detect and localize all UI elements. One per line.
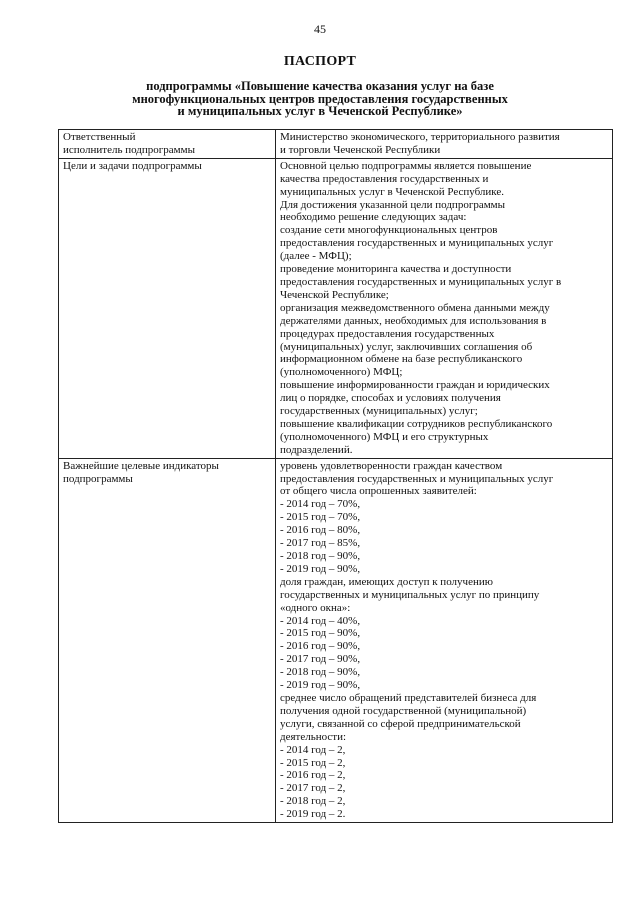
row-value-line: от общего числа опрошенных заявителей:	[280, 485, 477, 498]
row-value-line: деятельности:	[280, 730, 347, 743]
row-value-line: «одного окна»:	[280, 601, 351, 614]
row-value-line: - 2015 год – 2,	[280, 756, 346, 769]
row-value-line: услуги, связанной со сферой предпринимательской	[280, 717, 521, 730]
row-value-line: - 2014 год – 70%,	[280, 498, 361, 511]
row-value-line: организация межведомственного обмена данными между	[280, 301, 550, 314]
row-value-line: - 2014 год – 40%,	[280, 614, 361, 627]
row-value-line: держателями данных, необходимых для использования в	[280, 314, 547, 327]
row-label-line: подпрограммы	[63, 472, 133, 485]
page-number: 45	[314, 22, 326, 36]
row-value-line: - 2018 год – 90%,	[280, 550, 361, 562]
row-value-line: - 2016 год – 2,	[280, 769, 346, 782]
passport-table-body	[59, 130, 613, 823]
subtitle-line: подпрограммы «Повышение качества оказания услуг на базе	[146, 79, 494, 93]
row-value-line: - 2017 год – 85%,	[280, 537, 361, 550]
row-value-line: качества предоставления государственных и	[280, 172, 489, 185]
row-value-line: доля граждан, имеющих доступ к получению	[280, 575, 493, 588]
row-value-cell	[276, 158, 613, 458]
row-value-line: предоставления государственных и муниципальных услуг	[280, 237, 554, 250]
table-row	[59, 130, 613, 159]
row-value-line: Чеченской Республике;	[280, 288, 389, 301]
table-row	[59, 458, 613, 822]
passport-table	[58, 129, 613, 823]
row-value-line: (далее - МФЦ);	[280, 250, 352, 263]
row-value-line: и торговли Чеченской Республики	[280, 143, 441, 156]
row-value-line: предоставления государственных и муниципальных услуг	[280, 472, 554, 485]
row-value-line: повышение информированности граждан и юридических	[280, 379, 550, 392]
row-value-line: информационном обмене на базе республиканского	[280, 353, 523, 366]
row-label-cell	[59, 130, 276, 159]
row-label-cell	[59, 458, 276, 822]
table-row	[59, 158, 613, 458]
row-value-line: - 2016 год – 90%,	[280, 640, 361, 653]
row-value-line: - 2018 год – 90%,	[280, 666, 361, 679]
row-label-line: Важнейшие целевые индикаторы	[63, 459, 219, 472]
row-value-line: Министерство экономического, территориального развития	[280, 131, 560, 143]
row-value-line: государственных и муниципальных услуг по принципу	[280, 588, 540, 601]
subtitle-line: и муниципальных услуг в Чеченской Республике»	[177, 104, 463, 118]
row-value-line: - 2016 год – 80%,	[280, 524, 361, 537]
row-value-line: Для достижения указанной цели подпрограммы	[280, 198, 506, 211]
row-value-line: среднее число обращений представителей бизнеса для	[280, 691, 537, 704]
document-title: ПАСПОРТ	[283, 54, 357, 69]
row-value-line: Основной целью подпрограммы является повышение	[280, 159, 532, 172]
row-value-line: - 2015 год – 90%,	[280, 627, 361, 640]
row-value-line: - 2019 год – 90%,	[280, 679, 361, 692]
subtitle-line: многофункциональных центров предоставления государственных	[132, 91, 508, 106]
row-label-cell	[59, 158, 276, 458]
row-value-line: - 2017 год – 2,	[280, 782, 346, 795]
row-label-line: Цели и задачи подпрограммы	[63, 159, 202, 172]
row-value-line: (уполномоченного) МФЦ и его структурных	[280, 430, 489, 443]
row-label-line: исполнитель подпрограммы	[63, 143, 195, 156]
row-value-line: процедурах предоставления государственных	[280, 327, 495, 340]
row-value-line: - 2015 год – 70%,	[280, 511, 361, 524]
row-value-line: - 2018 год – 2,	[280, 795, 346, 808]
row-value-line: повышение квалификации сотрудников республиканского	[280, 417, 553, 430]
row-value-line: - 2019 год – 2.	[280, 808, 346, 821]
document-subtitle	[100, 80, 540, 118]
row-value-line: лиц о порядке, способах и условиях получения	[280, 392, 501, 405]
row-value-line: создание сети многофункциональных центров	[280, 224, 498, 237]
row-value-cell	[276, 458, 613, 822]
row-value-line: предоставления государственных и муниципальных услуг в	[280, 275, 562, 288]
row-value-line: - 2014 год – 2,	[280, 743, 346, 756]
row-value-line: необходимо решение следующих задач:	[280, 211, 467, 224]
row-value-line: проведение мониторинга качества и доступности	[280, 263, 512, 276]
row-value-line: муниципальных услуг в Чеченской Республике.	[280, 185, 505, 198]
row-value-line: (муниципальных) услуг, заключивших соглашения об	[280, 340, 533, 353]
row-value-line: подразделений.	[280, 443, 353, 456]
row-value-line: государственных (муниципальных) услуг;	[280, 405, 478, 418]
row-value-line: - 2017 год – 90%,	[280, 653, 361, 666]
row-value-line: уровень удовлетворенности граждан качеством	[280, 459, 503, 472]
row-value-cell	[276, 130, 613, 159]
row-value-line: получения одной государственной (муниципальной)	[280, 704, 527, 717]
row-value-line: - 2019 год – 90%,	[280, 562, 361, 575]
row-value-line: (уполномоченного) МФЦ;	[280, 366, 403, 379]
row-label-line: Ответственный	[63, 131, 136, 143]
